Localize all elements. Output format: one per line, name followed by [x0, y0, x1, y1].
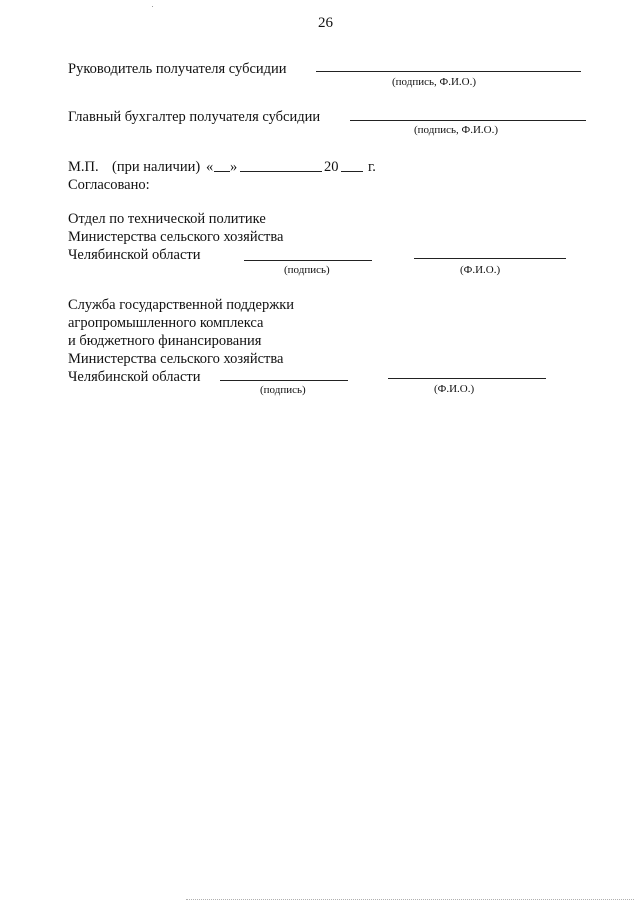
chief-accountant-caption: (подпись, Ф.И.О.) [414, 124, 498, 136]
chief-accountant-label: Главный бухгалтер получателя субсидии [68, 109, 321, 125]
stamp-mark: М.П. [68, 159, 99, 175]
dept2-signature-line [220, 380, 348, 381]
dept2-name-line [388, 378, 546, 379]
dept2-signature-caption: (подпись) [260, 384, 306, 396]
date-year-prefix: 20 [324, 159, 339, 175]
dept1-line-1: Отдел по технической политике [68, 211, 266, 227]
stamp-note: (при наличии) [112, 159, 201, 175]
scan-artifact-top [152, 6, 153, 7]
dept2-name-caption: (Ф.И.О.) [434, 383, 475, 395]
page-number: 26 [318, 15, 333, 31]
head-of-recipient-signature-line [316, 71, 581, 72]
dept2-line-1: Служба государственной поддержки [68, 297, 295, 313]
date-year-line [341, 171, 363, 172]
head-of-recipient-caption: (подпись, Ф.И.О.) [392, 76, 476, 88]
date-quote-close: » [230, 159, 238, 175]
head-of-recipient-label: Руководитель получателя субсидии [68, 61, 287, 77]
dept1-line-3: Челябинской области [68, 247, 201, 263]
dept2-line-5: Челябинской области [68, 369, 201, 385]
dept1-signature-line [244, 260, 372, 261]
dept2-line-3: и бюджетного финансирования [68, 333, 262, 349]
date-month-line [240, 171, 322, 172]
dept2-line-4: Министерства сельского хозяйства [68, 351, 284, 367]
scan-artifact-bottom [186, 899, 634, 900]
chief-accountant-signature-line [350, 120, 586, 121]
dept1-name-line [414, 258, 566, 259]
agreed-label: Согласовано: [68, 177, 150, 193]
dept1-name-caption: (Ф.И.О.) [460, 264, 501, 276]
date-quote-open: « [206, 159, 214, 175]
date-day-line [214, 171, 230, 172]
dept1-signature-caption: (подпись) [284, 264, 330, 276]
dept1-line-2: Министерства сельского хозяйства [68, 229, 284, 245]
date-year-suffix: г. [368, 159, 376, 175]
dept2-line-2: агропромышленного комплекса [68, 315, 264, 331]
